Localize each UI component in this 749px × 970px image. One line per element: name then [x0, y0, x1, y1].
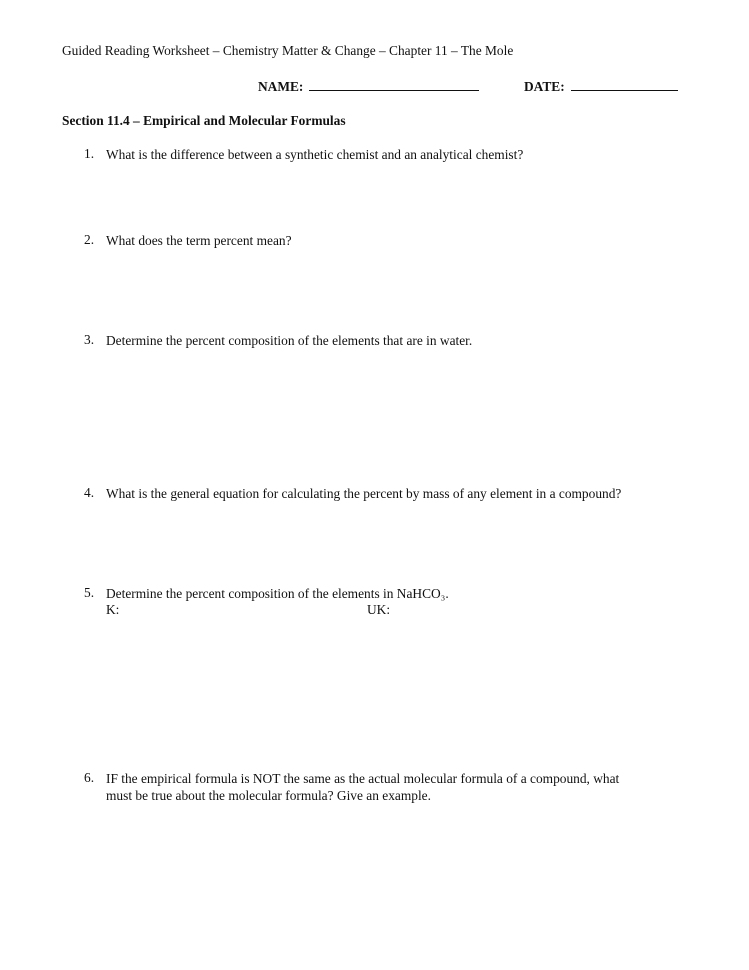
- unknown-label: UK:: [367, 602, 391, 617]
- worksheet-title: Guided Reading Worksheet – Chemistry Matter & Change – Chapter 11 – The Mole: [62, 43, 514, 58]
- question-number: 1.: [84, 146, 95, 161]
- date-blank-line[interactable]: [571, 78, 678, 91]
- name-blank-line[interactable]: [309, 78, 479, 91]
- question-number: 3.: [84, 332, 95, 347]
- name-label: NAME:: [258, 79, 304, 94]
- question-text: What is the general equation for calculating the percent by mass of any element in a compound?: [106, 486, 622, 501]
- section-heading: Section 11.4 – Empirical and Molecular Formulas: [62, 113, 346, 128]
- question-text-line: IF the empirical formula is NOT the same as the actual molecular formula of a compound, what: [106, 771, 620, 786]
- question-text: Determine the percent composition of the elements in NaHCO₃.: [106, 586, 449, 601]
- question-number: 5.: [84, 585, 95, 600]
- question-text-line: must be true about the molecular formula? Give an example.: [106, 788, 431, 803]
- question-text: What does the term percent mean?: [106, 233, 292, 248]
- name-field: [258, 78, 479, 95]
- known-label: K:: [106, 602, 120, 617]
- date-field: [524, 78, 678, 95]
- question-number: 6.: [84, 770, 95, 785]
- question-text: What is the difference between a synthetic chemist and an analytical chemist?: [106, 147, 524, 162]
- question-number: 2.: [84, 232, 95, 247]
- question-number: 4.: [84, 485, 95, 500]
- date-label: DATE:: [524, 79, 565, 94]
- question-text: [106, 770, 619, 804]
- question-text: Determine the percent composition of the elements that are in water.: [106, 333, 473, 348]
